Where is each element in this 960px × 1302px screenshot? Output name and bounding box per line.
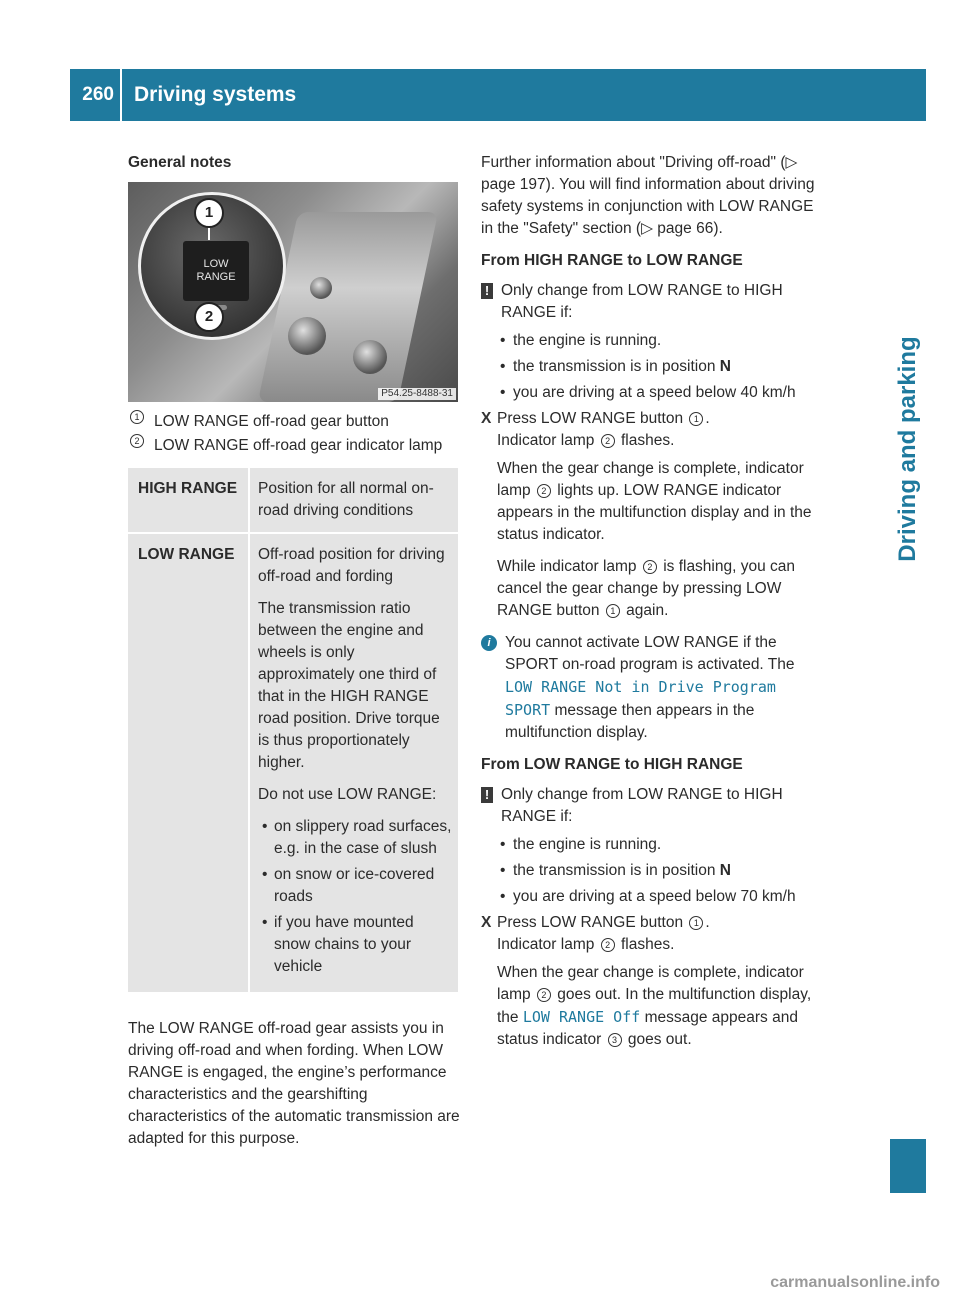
intro-text-a: Further information about "Driving off-road" ( — [481, 154, 786, 171]
info-note — [481, 632, 816, 744]
result-text: goes out. In the multifunction display, the — [497, 986, 812, 1026]
section-heading-low-to-high: From LOW RANGE to HIGH RANGE — [481, 756, 743, 773]
low-range-button-image — [183, 241, 249, 301]
page-ref-197[interactable]: page 197 — [481, 176, 546, 193]
step-arrow-icon: X — [481, 914, 492, 931]
controller-knob — [288, 317, 326, 355]
step-arrow-icon: X — [481, 410, 492, 427]
side-tab — [890, 69, 926, 1193]
step-text: Press LOW RANGE button — [497, 410, 684, 427]
side-tab-marker — [890, 1139, 926, 1193]
low-range-desc-3: Do not use LOW RANGE: — [258, 786, 437, 803]
warning-note-1 — [481, 280, 816, 324]
list-item — [497, 860, 816, 882]
step-text: Indicator lamp — [497, 936, 595, 953]
low-range-button-text-2: RANGE — [196, 271, 236, 283]
low-range-button-text-1: LOW — [203, 258, 229, 270]
step-body-1 — [497, 408, 816, 632]
step-text: flashes. — [620, 432, 675, 449]
intro-text-c: ). — [713, 220, 723, 237]
page-ref-66[interactable]: page 66 — [657, 220, 714, 237]
table-row-low-range — [128, 533, 458, 993]
photo-code: P54.25-8488-31 — [378, 388, 456, 400]
step-result-2 — [497, 556, 816, 622]
list-item: • the engine is running. — [497, 834, 816, 856]
page-number: 260 — [70, 69, 122, 121]
ref-number-2: 2 — [537, 484, 551, 498]
ref-number-3: 3 — [608, 1033, 622, 1047]
table-value-low-range — [249, 533, 458, 993]
list-item: • if you have mounted snow chains to your vehicle — [258, 912, 454, 978]
photo-legend — [128, 410, 460, 458]
ref-number-2: 2 — [601, 434, 615, 448]
list-item: • on snow or ice-covered roads — [258, 864, 454, 908]
list-item: • you are driving at a speed below 70 km/h — [497, 886, 816, 908]
step-result-1 — [497, 458, 816, 546]
display-message: LOW RANGE Off — [522, 1008, 641, 1026]
right-column — [481, 152, 816, 1061]
chapter-title: Driving systems — [134, 83, 297, 106]
legend-item-1 — [128, 410, 460, 434]
list-item — [497, 356, 816, 378]
ref-number-1: 1 — [606, 604, 620, 618]
closing-paragraph: The LOW RANGE off-road gear assists you in driving off-road and when fording. When LOW RANGE is engaged, the engine’s performance characteristics and the gearshifting characteristics of the automatic transmission are adapted for this purpose. — [128, 1020, 460, 1147]
result-text: lights up. LOW RANGE indicator appears in the multifunction display and in the status indicator. — [497, 482, 812, 543]
ref-number-1: 1 — [689, 412, 703, 426]
list-item: • on slippery road surfaces, e.g. in the case of slush — [258, 816, 454, 860]
conditions-list-1 — [481, 330, 816, 404]
result-text: When the gear change is complete, indicator lamp — [497, 964, 804, 1003]
info-icon: i — [481, 635, 497, 651]
warning-note-2 — [481, 784, 816, 828]
warning-icon: ! — [481, 283, 493, 299]
step-line: Press LOW RANGE button 1 . — [497, 410, 710, 427]
table-key-low-range: LOW RANGE — [128, 533, 249, 993]
bullet-text: the transmission is in position — [513, 358, 716, 375]
list-item: • the engine is running. — [497, 330, 816, 352]
legend-text-2: LOW RANGE off-road gear indicator lamp — [154, 437, 443, 454]
step-text: Press LOW RANGE button — [497, 914, 684, 931]
gear-position: N — [719, 358, 731, 375]
list-item: • you are driving at a speed below 40 km/h — [497, 382, 816, 404]
gear-position: N — [719, 862, 731, 879]
callout-2: 2 — [194, 302, 224, 332]
legend-number-2: 2 — [130, 434, 144, 448]
step-body-2 — [497, 912, 816, 1061]
ref-number-2: 2 — [537, 988, 551, 1002]
bullet-text: the transmission is in position — [513, 862, 716, 879]
legend-item-2 — [128, 434, 460, 458]
warning-text-2: Only change from LOW RANGE to HIGH RANGE if: — [501, 786, 783, 825]
low-range-bullets — [258, 816, 454, 978]
intro-paragraph — [481, 152, 816, 240]
conditions-list-2 — [481, 834, 816, 908]
step-text: Indicator lamp — [497, 432, 595, 449]
callout-1: 1 — [194, 198, 224, 228]
instruction-step-1 — [481, 408, 816, 632]
result-text: goes out. — [627, 1031, 692, 1048]
page-ref-arrow-icon: ▷ — [641, 220, 653, 237]
step-result-3 — [497, 962, 816, 1051]
center-console — [258, 212, 438, 402]
section-heading-general-notes: General notes — [128, 154, 232, 171]
ref-number-1: 1 — [689, 916, 703, 930]
small-knob — [310, 277, 332, 299]
ref-number-2: 2 — [643, 560, 657, 574]
info-text-a: You cannot activate LOW RANGE if the SPORT on-road program is activated. The — [505, 634, 795, 673]
page-header — [70, 69, 890, 121]
display-message: LOW RANGE Not in Drive Program SPORT — [505, 678, 776, 719]
legend-text-1: LOW RANGE off-road gear button — [154, 413, 389, 430]
warning-text-1: Only change from LOW RANGE to HIGH RANGE if: — [501, 282, 783, 321]
low-range-desc-1: Off-road position for driving off-road and fording — [258, 546, 445, 585]
table-row-high-range — [128, 468, 458, 533]
watermark: carmanualsonline.info — [770, 1274, 940, 1291]
table-key-high-range: HIGH RANGE — [128, 468, 249, 533]
step-text: flashes. — [620, 936, 675, 953]
info-text-b: message then appears in the multifunction display. — [505, 702, 755, 741]
result-text: When the gear change is complete, indicator lamp — [497, 460, 804, 499]
side-tab-band — [890, 69, 926, 121]
section-heading-high-to-low: From HIGH RANGE to LOW RANGE — [481, 252, 743, 269]
step-line — [497, 934, 816, 956]
result-text: is flashing, you can cancel the gear change by pressing LOW RANGE button — [497, 558, 796, 619]
instruction-step-2 — [481, 912, 816, 1061]
result-text: While indicator lamp — [497, 558, 637, 575]
ref-number-2: 2 — [601, 938, 615, 952]
left-column — [128, 152, 460, 1160]
table-value-high-range: Position for all normal on-road driving conditions — [249, 468, 458, 533]
info-text — [505, 632, 816, 744]
warning-icon: ! — [481, 787, 493, 803]
intro-text-b: ). You will find information about driving safety systems in conjunction with LOW RANGE in the "Safety" section ( — [481, 176, 815, 237]
result-text: message appears and status indicator — [497, 1009, 798, 1048]
step-line — [497, 430, 816, 452]
controller-knob-2 — [353, 340, 387, 374]
side-tab-label: Driving and parking — [894, 336, 921, 562]
low-range-button-photo — [128, 182, 458, 402]
low-range-desc-2: The transmission ratio between the engine and wheels is only approximately one third of that in the HIGH RANGE road position. Drive torque is thus proportionately higher. — [258, 600, 440, 771]
result-text: again. — [626, 602, 669, 619]
range-table — [128, 468, 458, 994]
step-line: Press LOW RANGE button 1 . — [497, 914, 710, 931]
legend-number-1: 1 — [130, 410, 144, 424]
page-ref-arrow-icon: ▷ — [785, 154, 798, 171]
